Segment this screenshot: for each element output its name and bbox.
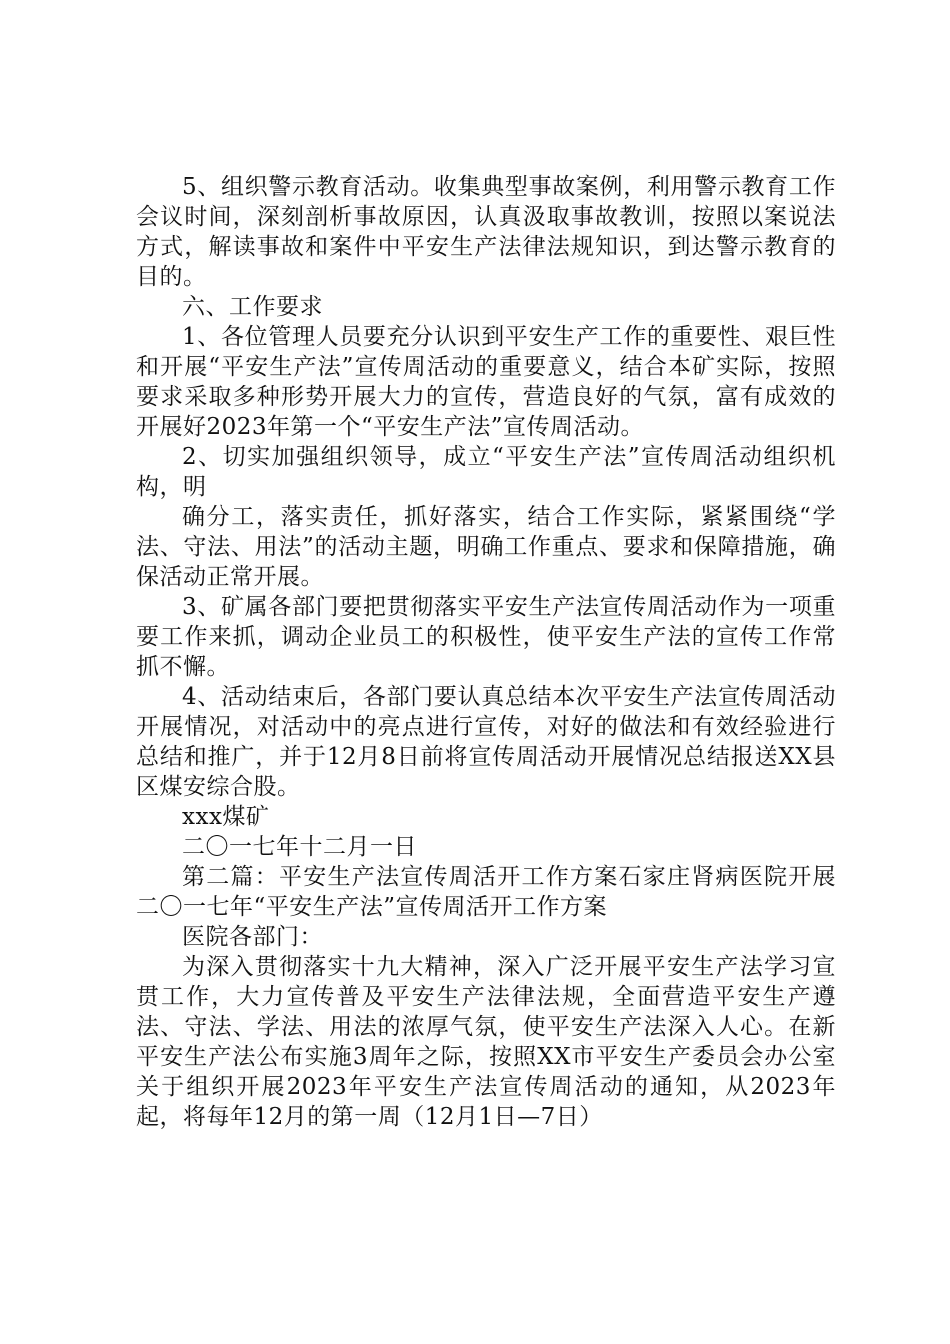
- paragraph-introduction: 为深入贯彻落实十九大精神，深入广泛开展平安生产法学习宣贯工作，大力宣传普及平安生产法律法规，全面营造平安生产遵法、守法、学法、用法的浓厚气氛，使平安生产法深入人心。在新平安生产法公布实施3周年之际，按照XX市平安生产委员会办公室关于组织开展2023年平安生产法宣传周活动的通知，从2023年起，将每年12月的第一周（12月1日—7日）: [136, 954, 836, 1130]
- paragraph-requirement-4: 4、活动结束后，各部门要认真总结本次平安生产法宣传周活动开展情况，对活动中的亮点进行宣传，对好的做法和有效经验进行总结和推广，并于12月8日前将宣传周活动开展情况总结报送XX县区煤安综合股。: [136, 684, 836, 800]
- paragraph-warning-education: 5、组织警示教育活动。收集典型事故案例，利用警示教育工作会议时间，深刻剖析事故原因，认真汲取事故教训，按照以案说法方式，解读事故和案件中平安生产法律法规知识，到达警示教育的目的。: [136, 174, 836, 290]
- paragraph-requirement-2: 2、切实加强组织领导，成立“平安生产法”宣传周活动组织机构，明: [136, 444, 836, 500]
- section-two-title: 第二篇：平安生产法宣传周活开工作方案石家庄肾病医院开展二〇一七年“平安生产法”宣传周活开工作方案: [136, 864, 836, 920]
- paragraph-requirement-2-continued: 确分工，落实责任，抓好落实，结合工作实际，紧紧围绕“学法、守法、用法”的活动主题，明确工作重点、要求和保障措施，确保活动正常开展。: [136, 504, 836, 590]
- paragraph-requirement-3: 3、矿属各部门要把贯彻落实平安生产法宣传周活动作为一项重要工作来抓，调动企业员工的积极性，使平安生产法的宣传工作常抓不懈。: [136, 594, 836, 680]
- heading-work-requirements: 六、工作要求: [182, 294, 323, 320]
- document-body: [136, 172, 836, 1132]
- signature-date: 二〇一七年十二月一日: [182, 834, 417, 860]
- paragraph-requirement-1: 1、各位管理人员要充分认识到平安生产工作的重要性、艰巨性和开展“平安生产法”宣传周活动的重要意义，结合本矿实际，按照要求采取多种形势开展大力的宣传，营造良好的气氛，富有成效的开展好2023年第一个“平安生产法”宣传周活动。: [136, 324, 836, 440]
- signature-organization: xxx煤矿: [182, 804, 270, 830]
- salutation: 医院各部门：: [182, 924, 323, 950]
